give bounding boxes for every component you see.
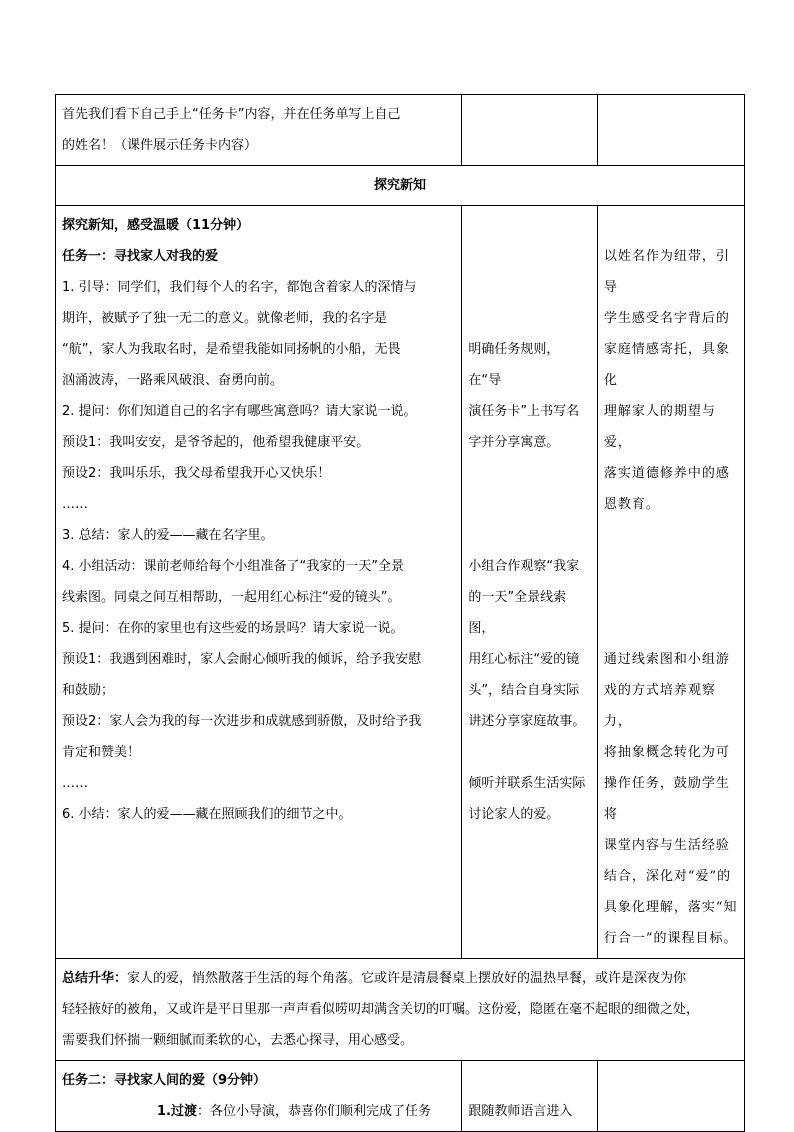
design-intent-line: 结合，深化对“爱”的	[603, 869, 732, 884]
task2-student-cell	[462, 1061, 597, 1132]
lesson-plan-table	[55, 94, 745, 1132]
intro-student-cell	[462, 95, 597, 166]
task2-student-activity: 跟随教师语言进入	[468, 1104, 573, 1119]
transition-text: ：各位小导演，恭喜你们顺利完成了任务	[196, 1104, 431, 1119]
task1-intent-cell	[597, 206, 744, 959]
task1-line: ……	[62, 776, 88, 791]
task1-line: 1. 引导：同学们，我们每个人的名字，都饱含着家人的深情与	[62, 280, 417, 295]
task1-line: 线索图。同桌之间互相帮助，一起用红心标注“爱的镜头”。	[62, 590, 401, 605]
design-intent-line: 落实道德修养中的感	[603, 466, 730, 481]
task1-teacher-cell	[56, 206, 462, 959]
task1-line: ……	[62, 497, 88, 512]
design-intent-line: 操作任务，鼓励学生将	[603, 776, 730, 822]
section-header: 探究新知	[56, 166, 745, 206]
task2-intent-cell	[597, 1061, 744, 1132]
summary-text: 家人的爱，悄然散落于生活的每个角落。它或许是清晨餐桌上摆放好的温热早餐，或许是深夜为你	[127, 971, 687, 986]
design-intent-line: 课堂内容与生活经验	[603, 838, 730, 853]
task1-line: 3. 总结：家人的爱——藏在名字里。	[62, 528, 274, 543]
student-activity-line: 讨论家人的爱。	[468, 807, 560, 822]
design-intent-line: 学生感受名字背后的	[603, 311, 730, 326]
intro-intent-cell	[597, 95, 744, 166]
summary-text: 轻轻掖好的被角，又或许是平日里那一声声看似唠叨却满含关切的叮嘱。这份爱，隐匿在毫不起眼的细微之处，	[62, 1002, 700, 1017]
task2-teacher-cell	[56, 1061, 462, 1132]
summary-cell	[56, 959, 745, 1061]
task1-line: 预设1：我叫安安，是爷爷起的，他希望我健康平安。	[62, 435, 370, 450]
student-activity-line: 倾听并联系生活实际	[468, 776, 586, 791]
intro-row	[56, 95, 745, 166]
summary-label: 总结升华：	[62, 971, 128, 986]
intro-line: 的姓名！（课件展示任务卡内容）	[62, 138, 258, 153]
student-activity-line: 的一天”全景线索图，	[468, 590, 567, 636]
task1-line: “航”，家人为我取名时，是希望我能如同扬帆的小船，无畏	[62, 342, 401, 357]
task2-row	[56, 1061, 745, 1132]
task1-line: 6. 小结：家人的爱——藏在照顾我们的细节之中。	[62, 807, 352, 822]
task1-line: 和鼓励；	[62, 683, 115, 698]
summary-row	[56, 959, 745, 1061]
task1-line: 汹涌波涛，一路乘风破浪、奋勇向前。	[62, 373, 284, 388]
design-intent-line: 戏的方式培养观察力，	[603, 683, 716, 729]
task2-heading: 任务二：寻找家人间的爱（9分钟）	[62, 1073, 267, 1088]
transition-label: 1.过渡	[157, 1104, 197, 1119]
task1-line: 预设1：我遇到困难时，家人会耐心倾听我的倾诉，给予我安慰	[62, 652, 422, 667]
design-intent-line: 具象化理解，落实“知	[603, 900, 738, 915]
student-activity-line: 头”，结合自身实际	[468, 683, 580, 698]
summary-text: 需要我们怀揣一颗细腻而柔软的心，去悉心探寻，用心感受。	[62, 1033, 414, 1048]
task1-line: 2. 提问：你们知道自己的名字有哪些寓意吗？请大家说一说。	[62, 404, 417, 419]
design-intent-line: 恩教育。	[603, 497, 660, 512]
student-activity-line: 用红心标注“爱的镜	[468, 652, 580, 667]
task1-title: 探究新知，感受温暖（11分钟）	[62, 218, 250, 233]
task1-row	[56, 206, 745, 959]
student-activity-line: 演任务卡”上书写名	[468, 404, 580, 419]
task1-line: 肯定和赞美！	[62, 745, 141, 760]
task1-line: 预设2：家人会为我的每一次进步和成就感到骄傲，及时给予我	[62, 714, 422, 729]
task1-line: 5. 提问：在你的家里也有这些爱的场景吗？请大家说一说。	[62, 621, 404, 636]
task1-line: 预设2：我叫乐乐，我父母希望我开心又快乐！	[62, 466, 331, 481]
student-activity-line: 讲述分享家庭故事。	[468, 714, 586, 729]
design-intent-line: 理解家人的期望与爱，	[603, 404, 716, 450]
task1-line: 4. 小组活动：课前老师给每个小组准备了“我家的一天”全景	[62, 559, 405, 574]
design-intent-line: 通过线索图和小组游	[603, 652, 730, 667]
design-intent-line: 家庭情感寄托，具象化	[603, 342, 730, 388]
section-header-row	[56, 166, 745, 206]
intro-line: 首先我们看下自己手上“任务卡”内容，并在任务单写上自己	[62, 107, 401, 122]
task1-line: 期许，被赋予了独一无二的意义。就像老师，我的名字是	[62, 311, 388, 326]
task1-student-cell	[462, 206, 597, 959]
student-activity-line: 明确任务规则，在“导	[468, 342, 560, 388]
design-intent-line: 以姓名作为纽带，引导	[603, 249, 730, 295]
design-intent-line: 行合一”的课程目标。	[603, 931, 738, 946]
student-activity-line: 小组合作观察“我家	[468, 559, 580, 574]
task1-heading: 任务一：寻找家人对我的爱	[62, 249, 219, 264]
design-intent-line: 将抽象概念转化为可	[603, 745, 730, 760]
intro-teacher-cell	[56, 95, 462, 166]
student-activity-line: 字并分享寓意。	[468, 435, 560, 450]
